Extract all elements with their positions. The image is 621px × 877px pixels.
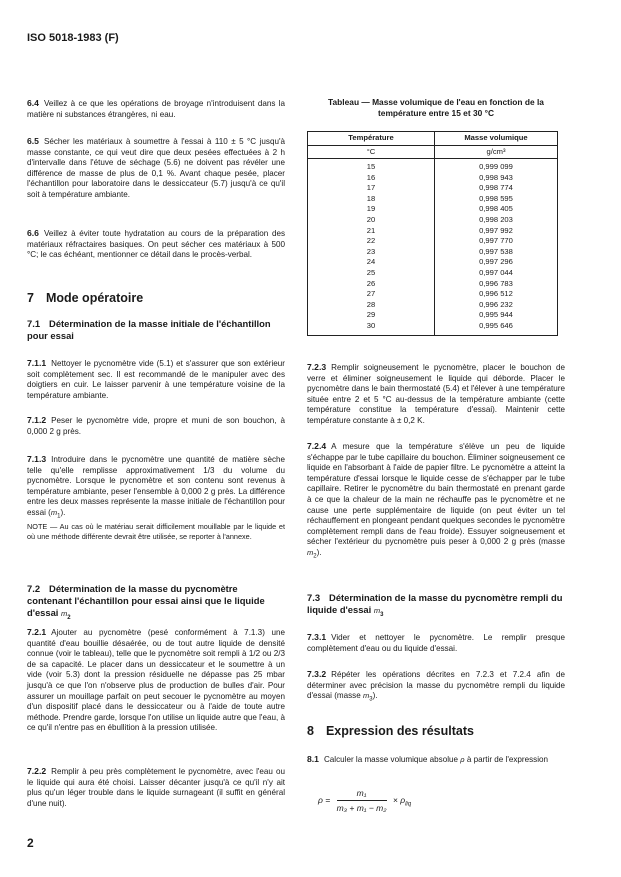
density-cell: 0,996 783 bbox=[479, 278, 513, 288]
section-number: 8 bbox=[307, 724, 314, 738]
table-row bbox=[308, 173, 558, 184]
variable: m bbox=[362, 691, 370, 701]
temperature-cell: 19 bbox=[308, 204, 435, 215]
clause-7-1-1 bbox=[27, 358, 285, 401]
section-7-1-heading bbox=[27, 318, 285, 342]
table-row bbox=[308, 194, 558, 205]
clause-text: Vider et nettoyer le pycnomètre. Le remplir presque complètement d'eau ou du liquide d'essai. bbox=[307, 633, 565, 653]
density-cell: 0,997 538 bbox=[479, 246, 513, 256]
table-row bbox=[308, 236, 558, 247]
section-8-heading bbox=[307, 724, 474, 738]
clause-text-tail: à partir de l'expression bbox=[464, 755, 549, 764]
clause-number: 7.2.2 bbox=[27, 766, 47, 776]
clause-7-2-2 bbox=[27, 766, 285, 809]
clause-text-tail: ). bbox=[372, 691, 378, 701]
table-row bbox=[308, 300, 558, 311]
page-number: 2 bbox=[27, 836, 34, 850]
clause-text: Veillez à éviter toute hydratation au cours de la préparation des matériaux réfractaires basiques. On peut sécher ces matériaux à 500 °C; le cas échéant, mentionner ce détail dans le procès-verbal. bbox=[27, 229, 285, 260]
clause-6-5 bbox=[27, 136, 285, 201]
column-header: Température bbox=[308, 132, 435, 146]
formula-rhs: × ρ bbox=[392, 794, 406, 805]
temperature-cell: 23 bbox=[308, 247, 435, 258]
density-cell: 0,996 512 bbox=[479, 289, 513, 299]
temperature-cell: 26 bbox=[308, 279, 435, 290]
density-cell: 0,998 405 bbox=[479, 204, 513, 214]
table-row bbox=[308, 279, 558, 290]
density-cell: 0,998 595 bbox=[479, 193, 513, 203]
clause-number: 6.6 bbox=[27, 228, 39, 238]
clause-number: 8.1 bbox=[307, 754, 319, 764]
clause-number: 7.2.4 bbox=[307, 441, 327, 451]
clause-number: 7.1.2 bbox=[27, 415, 47, 425]
temperature-cell: 24 bbox=[308, 257, 435, 268]
column-header: Masse volumique bbox=[435, 132, 558, 146]
variable: m bbox=[307, 547, 314, 557]
density-cell: 0,995 646 bbox=[479, 320, 513, 330]
water-density-table bbox=[307, 131, 558, 336]
section-number: 7 bbox=[27, 291, 34, 305]
table-row bbox=[308, 159, 558, 173]
density-formula bbox=[318, 788, 411, 813]
density-cell: 0,997 992 bbox=[479, 225, 513, 235]
section-title: Détermination de la masse initiale de l'échantillon pour essai bbox=[27, 318, 271, 341]
section-7-heading bbox=[27, 291, 143, 305]
formula-numerator: m₁ bbox=[337, 788, 387, 801]
table-row bbox=[308, 215, 558, 226]
table-row bbox=[308, 321, 558, 335]
temperature-cell: 30 bbox=[308, 321, 435, 335]
temperature-cell: 25 bbox=[308, 268, 435, 279]
variable-subscript: 1 bbox=[57, 513, 61, 520]
clause-6-4 bbox=[27, 98, 285, 120]
clause-7-2-4 bbox=[307, 441, 565, 562]
section-number: 7.2 bbox=[27, 583, 41, 594]
clause-text: Remplir à peu près complètement le pycnomètre, avec l'eau ou le liquide qui aura été choisi. Laisser décanter jusqu'à ce qu'il n'y ait plus qu'un léger trouble dans le liquide surnageant (il suffit en général d'une nuit). bbox=[27, 767, 285, 808]
temperature-cell: 27 bbox=[308, 289, 435, 300]
clause-text: Nettoyer le pycnomètre vide (5.1) et s'assurer que son extérieur soit complètement sec. Il est recommandé de le manipuler avec des doigtiers en cuir. Le laisser parvenir à une température voisine de la température ambiante. bbox=[27, 359, 285, 400]
table-caption bbox=[307, 97, 565, 119]
clause-text-tail: ). bbox=[60, 507, 66, 517]
clause-7-1-2 bbox=[27, 415, 285, 437]
clause-text: Sécher les matériaux à soumettre à l'essai à 110 ± 5 °C jusqu'à masse constante, ce qui veut dire que deux pesées effectuées à 2 h d'intervalle dans l'étuve de séchage (5.6) ne doivent pas révéler une différence de masse de plus de 0,1 %. Avant chaque pesée, placer l'échantillon pour laboratoire dans le dessiccateur (5.7) jusqu'à ce qu'il soit à température ambiante. bbox=[27, 137, 285, 199]
table-row bbox=[308, 257, 558, 268]
variable-subscript: 3 bbox=[369, 696, 373, 703]
clause-number: 7.3.1 bbox=[307, 632, 327, 642]
variable-subscript: 2 bbox=[313, 553, 317, 560]
clause-text: Calculer la masse volumique absolue bbox=[323, 755, 461, 764]
table-row bbox=[308, 268, 558, 279]
caption-line: Tableau — Masse volumique de l'eau en fonction de la bbox=[328, 97, 544, 107]
density-cell: 0,997 044 bbox=[479, 267, 513, 277]
formula-rhs-subscript: liq bbox=[405, 801, 412, 808]
clause-text: Veillez à ce que les opérations de broyage n'introduisent dans la matière ni substances étrangères, ni eau. bbox=[27, 99, 285, 119]
clause-text-tail: ). bbox=[316, 547, 322, 557]
clause-number: 7.3.2 bbox=[307, 669, 327, 679]
clause-number: 6.4 bbox=[27, 98, 39, 108]
temperature-cell: 16 bbox=[308, 173, 435, 184]
table-row bbox=[308, 289, 558, 300]
clause-7-3-2 bbox=[307, 669, 565, 705]
density-cell: 0,998 943 bbox=[479, 172, 513, 182]
unit-cell: g/cm³ bbox=[435, 146, 558, 159]
temperature-cell: 18 bbox=[308, 194, 435, 205]
clause-number: 7.2.3 bbox=[307, 362, 327, 372]
clause-text: Introduire dans le pycnomètre une quantité de matière sèche telle qu'elle remplisse approximativement 1/3 du volume du pycnomètre. Lorsque le pycnomètre et son contenu sont revenus à température ambiante, peser l'ensemble à 0,000 2 g près. La différence entre les deux masses représente la masse initiale de l'échantillon pour essai ( bbox=[27, 455, 285, 517]
section-number: 7.3 bbox=[307, 592, 321, 603]
clause-6-6 bbox=[27, 228, 285, 261]
clause-7-3-1 bbox=[307, 632, 565, 654]
document-header: ISO 5018-1983 (F) bbox=[27, 32, 119, 44]
clause-7-1-3 bbox=[27, 454, 285, 522]
clause-text: Remplir soigneusement le pycnomètre, placer le bouchon de verre et éliminer soigneusement le liquide qui déborde. Placer le pycnomètre dans le bain thermostaté (5.4) et l'élever à une température située entre 2 et 5 °C au-dessus de la température ambiante (cette température constitue la température d'essai). Maintenir cette température constante à ± 0,2 K. bbox=[307, 363, 565, 425]
clause-8-1 bbox=[307, 754, 565, 766]
variable: m bbox=[61, 609, 68, 618]
density-cell: 0,997 770 bbox=[479, 236, 513, 246]
clause-text: Ajouter au pycnomètre (pesé conformément à 7.1.3) une quantité d'eau bouillie désaérée, ou de tout autre liquide de densité connue (voir le tableau), telle que le pycnomètre soit rempli à 1/2 ou 2/3 de sa capacité. Le placer dans un dessiccateur et le soumettre à un vide (voir 5.3) dont la pression résiduelle ne dépasse pas 25 mbar jusqu'à ce que l'on n'observe plus de production de bulles d'air. Pour assurer un mouillage parfait on peut secouer le pycnomètre au moyen d'un dispositif placé dans le dessiccateur ou à l'aide de toute autre méthode. Prendre garde, lorsque l'on utilise un liquide autre que l'eau, à ce qu'il n'entre pas en ébullition à la pression utilisée. bbox=[27, 628, 285, 733]
variable: m bbox=[50, 507, 58, 517]
section-title: Expression des résultats bbox=[325, 724, 474, 738]
table-row bbox=[308, 310, 558, 321]
unit-cell: °C bbox=[308, 146, 435, 159]
table-row bbox=[308, 226, 558, 237]
section-title: Détermination de la masse du pycnomètre contenant l'échantillon pour essai ainsi que le liquide d'essai bbox=[27, 583, 265, 618]
clause-7-2-3 bbox=[307, 362, 565, 427]
formula-lhs: ρ = bbox=[318, 794, 331, 805]
note: NOTE — Au cas où le matériau serait difficilement mouillable par le liquide et où une méthode différente devrait être utilisée, se reporter à l'annexe. bbox=[27, 522, 285, 541]
variable-subscript: 2 bbox=[67, 614, 71, 621]
table-row bbox=[308, 204, 558, 215]
density-cell: 0,998 774 bbox=[479, 183, 513, 193]
section-title: Détermination de la masse du pycnomètre rempli du liquide d'essai bbox=[307, 592, 563, 615]
clause-text: Peser le pycnomètre vide, propre et muni de son bouchon, à 0,000 2 g près. bbox=[27, 416, 285, 436]
caption-line: température entre 15 et 30 °C bbox=[378, 108, 494, 118]
clause-number: 6.5 bbox=[27, 136, 39, 146]
section-7-3-heading bbox=[307, 592, 565, 621]
variable: ρ bbox=[460, 755, 465, 764]
formula-fraction bbox=[337, 788, 387, 813]
density-cell: 0,999 099 bbox=[479, 162, 513, 171]
clause-number: 7.1.1 bbox=[27, 358, 47, 368]
temperature-cell: 29 bbox=[308, 310, 435, 321]
table-row bbox=[308, 247, 558, 258]
section-title: Mode opératoire bbox=[45, 291, 144, 305]
section-number: 7.1 bbox=[27, 318, 41, 329]
temperature-cell: 28 bbox=[308, 300, 435, 311]
density-cell: 0,998 203 bbox=[479, 214, 513, 224]
clause-number: 7.1.3 bbox=[27, 454, 47, 464]
clause-text: Répéter les opérations décrites en 7.2.3 et 7.2.4 afin de déterminer avec précision la masse du pycnomètre rempli du liquide d'essai (masse bbox=[307, 670, 565, 701]
temperature-cell: 20 bbox=[308, 215, 435, 226]
temperature-cell: 15 bbox=[308, 159, 435, 173]
temperature-cell: 21 bbox=[308, 226, 435, 237]
clause-7-2-1 bbox=[27, 627, 285, 734]
density-cell: 0,997 296 bbox=[479, 257, 513, 267]
variable: m bbox=[373, 606, 381, 615]
density-cell: 0,996 232 bbox=[479, 299, 513, 309]
variable-subscript: 3 bbox=[380, 611, 384, 618]
clause-number: 7.2.1 bbox=[27, 627, 47, 637]
table-row bbox=[308, 183, 558, 194]
density-cell: 0,995 944 bbox=[479, 310, 513, 320]
clause-text: A mesure que la température s'élève un peu de liquide s'échappe par le tube capillaire du bouchon. Éliminer soigneusement ce liquide en l'absorbant à l'aide de papier filtre. Le pycnomètre a atteint la température d'essai lorsque le liquide cesse de s'échapper par le tube capillaire. Retirer le pycnomètre du bain thermostaté en prenant garde à ce que la chaleur de la main ne réchauffe pas le pycnomètre et ne cause une perte supplémentaire de liquide (on peut éviter un tel réchauffement en plongeant pendant quelques secondes le pycnomètre complètement rempli dans de l'eau froide). Essuyer soigneusement et sécher l'extérieur du pycnomètre puis peser à 0,000 2 g près (masse bbox=[307, 442, 565, 547]
temperature-cell: 17 bbox=[308, 183, 435, 194]
section-7-2-heading bbox=[27, 583, 285, 624]
temperature-cell: 22 bbox=[308, 236, 435, 247]
formula-denominator: m₃ + m₁ − m₂ bbox=[336, 803, 387, 813]
